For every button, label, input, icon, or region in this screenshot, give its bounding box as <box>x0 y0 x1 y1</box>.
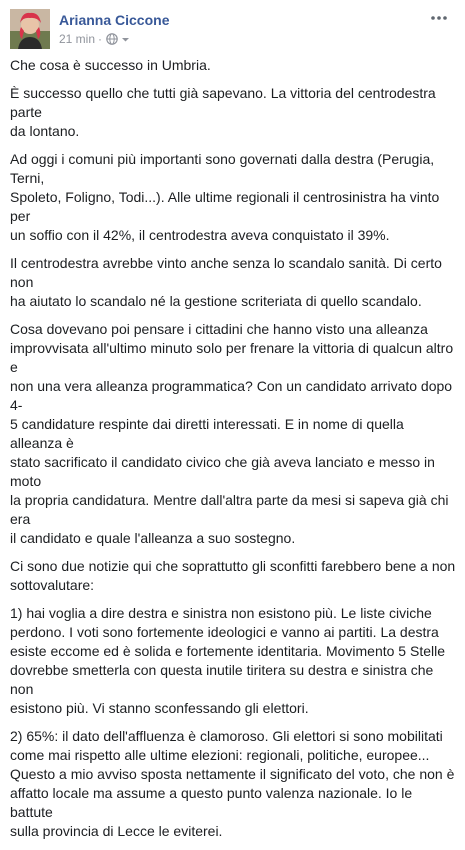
post-paragraph: Il centrodestra avrebbe vinto anche senza lo scandalo sanità. Di certo non ha aiutato lo scandalo né la gestione scriteriata di quello scandalo. <box>10 255 442 309</box>
more-options-icon[interactable] <box>428 11 450 25</box>
post-paragraph: 2) 65%: il dato dell'affluenza è clamoroso. Gli elettori si sono mobilitati come mai rispetto alle ultime elezioni: regionali, politiche, europee... Questo a mio avviso sposta nettamente il significato del voto, che non è affatto locale ma assume a questo punto valenza nazionale. Io le battute sulla provincia di Lecce le eviterei. <box>10 728 455 839</box>
post-paragraph: Cosa dovevano poi pensare i cittadini che hanno visto una alleanza improvvisata all'ultimo minuto solo per frenare la vittoria di qualcun altro e non una vera alleanza programmatica? Con un candidato arrivato dopo 4- 5 candidature respinte dai diretti interessati. E in nome di quella alleanza è stato sacrificato il candidato civico che già aveva lanciato e messo in moto la propria candidatura. Mentre dall'altra parte da mesi si sapeva già chi era il candidato e quale l'alleanza a suo sostegno. <box>10 321 454 546</box>
post-paragraph: Ad oggi i comuni più importanti sono governati dalla destra (Perugia, Terni, Spoleto, Foligno, Todi...). Alle ultime regionali il centrosinistra ha vinto per un soffio con il 42%, il centrodestra aveva conquistato il 39%. <box>10 151 440 243</box>
post-paragraph: È successo quello che tutti già sapevano. La vittoria del centrodestra parte da lontano. <box>10 85 436 139</box>
post-paragraph: 1) hai voglia a dire destra e sinistra non esistono più. Le liste civiche perdono. I voti sono fortemente ideologici e vanno ai partiti. La destra esiste eccome ed è solida e fortemente identitaria. Movimento 5 Stelle dovrebbe smetterla con questa inutile tiritera su destra e sinistra che non esistono più. Vi stanno sconfessando gli elettori. <box>10 605 446 716</box>
post-header <box>10 9 450 49</box>
post-body <box>10 56 456 850</box>
author-avatar[interactable] <box>10 9 50 49</box>
post-timestamp[interactable]: 21 min <box>59 32 96 46</box>
author-name[interactable]: Arianna Ciccone <box>59 12 170 28</box>
post-meta <box>59 31 130 47</box>
caret-down-icon[interactable] <box>121 35 130 44</box>
globe-icon[interactable] <box>106 33 118 45</box>
avatar-photo <box>10 9 50 49</box>
post-paragraph: Ci sono due notizie qui che soprattutto gli sconfitti farebbero bene a non sottovalutare: <box>10 558 456 593</box>
meta-separator: · <box>98 32 103 46</box>
post-paragraph: Che cosa è successo in Umbria. <box>10 57 211 73</box>
